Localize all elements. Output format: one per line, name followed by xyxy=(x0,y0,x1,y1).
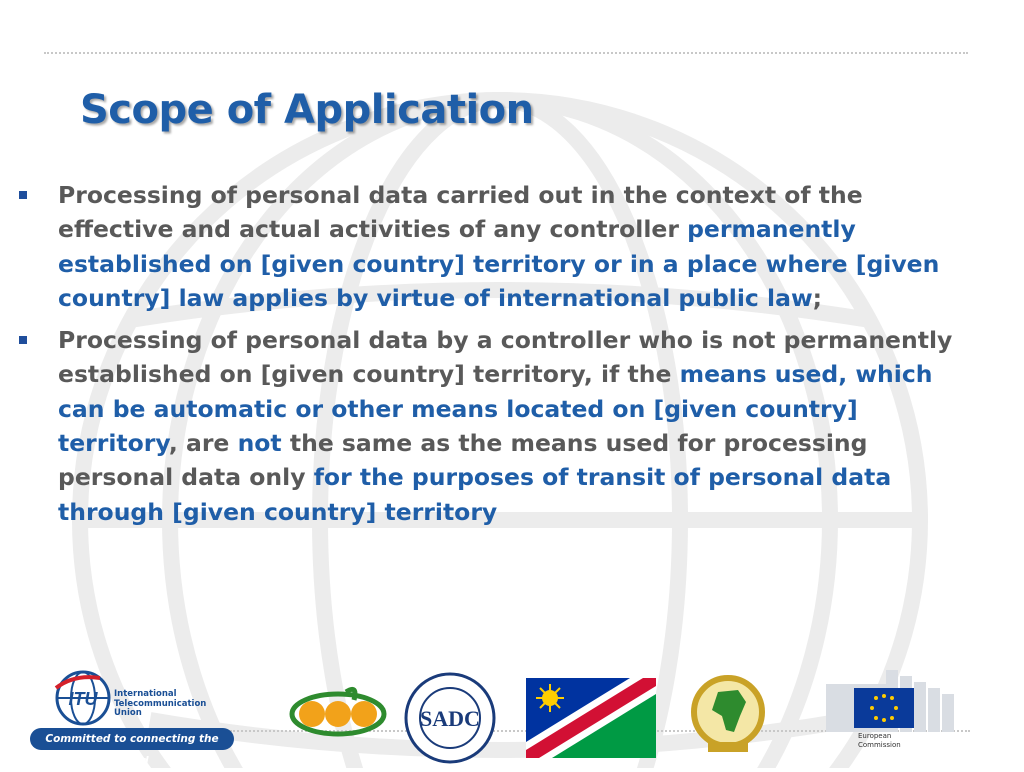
namibia-flag-icon xyxy=(526,678,656,758)
bullet-item-2 xyxy=(0,323,970,529)
itu-name-line: Telecommunication xyxy=(114,698,207,709)
bullet-text-segment: , are xyxy=(168,429,238,458)
itu-name xyxy=(114,690,206,719)
bullet-list xyxy=(0,178,1024,537)
bullet-text-highlight: for the purposes of transit of personal data through [given country] territory xyxy=(58,463,892,526)
svg-text:ITU: ITU xyxy=(68,689,98,709)
bullet-item-1 xyxy=(0,178,970,315)
top-divider xyxy=(44,52,968,54)
bullet-text-segment: the same as the means used for processing personal data only xyxy=(58,429,868,492)
itu-name-line: International xyxy=(114,689,177,699)
ec-label-line: European xyxy=(858,732,892,740)
sadc-logo-icon xyxy=(404,672,496,764)
itu-tagline: Committed to connecting the world xyxy=(30,728,234,750)
african-union-emblem-icon xyxy=(682,672,774,756)
bullet-text-segment: ; xyxy=(812,283,823,312)
svg-text:SADC: SADC xyxy=(420,706,480,731)
bullet-text-segment: Processing of personal data by a controller who is not permanently established on [given country] territory, if the xyxy=(58,326,953,389)
ec-label xyxy=(858,732,901,750)
bullet-text-highlight: not xyxy=(237,429,282,458)
bullet-marker-icon xyxy=(19,191,27,199)
bullet-marker-icon xyxy=(19,336,27,344)
bullet-text-highlight: means used, which can be automatic or other means located on [given country] territory xyxy=(58,360,933,458)
app-logo-icon xyxy=(288,684,388,738)
itu-name-line: Union xyxy=(114,708,142,718)
european-commission-logo-icon xyxy=(826,666,964,734)
bullet-text-highlight: permanently established on [given country] territory or in a place where [given country] law applies by virtue of international public law xyxy=(58,215,940,312)
ec-label-line: Commission xyxy=(858,741,901,749)
itu-globe-logo-icon xyxy=(54,668,112,728)
slide-title: Scope of Application xyxy=(80,87,534,133)
bullet-text-segment: Processing of personal data carried out in the context of the effective and actual activities of any controller xyxy=(58,181,863,244)
